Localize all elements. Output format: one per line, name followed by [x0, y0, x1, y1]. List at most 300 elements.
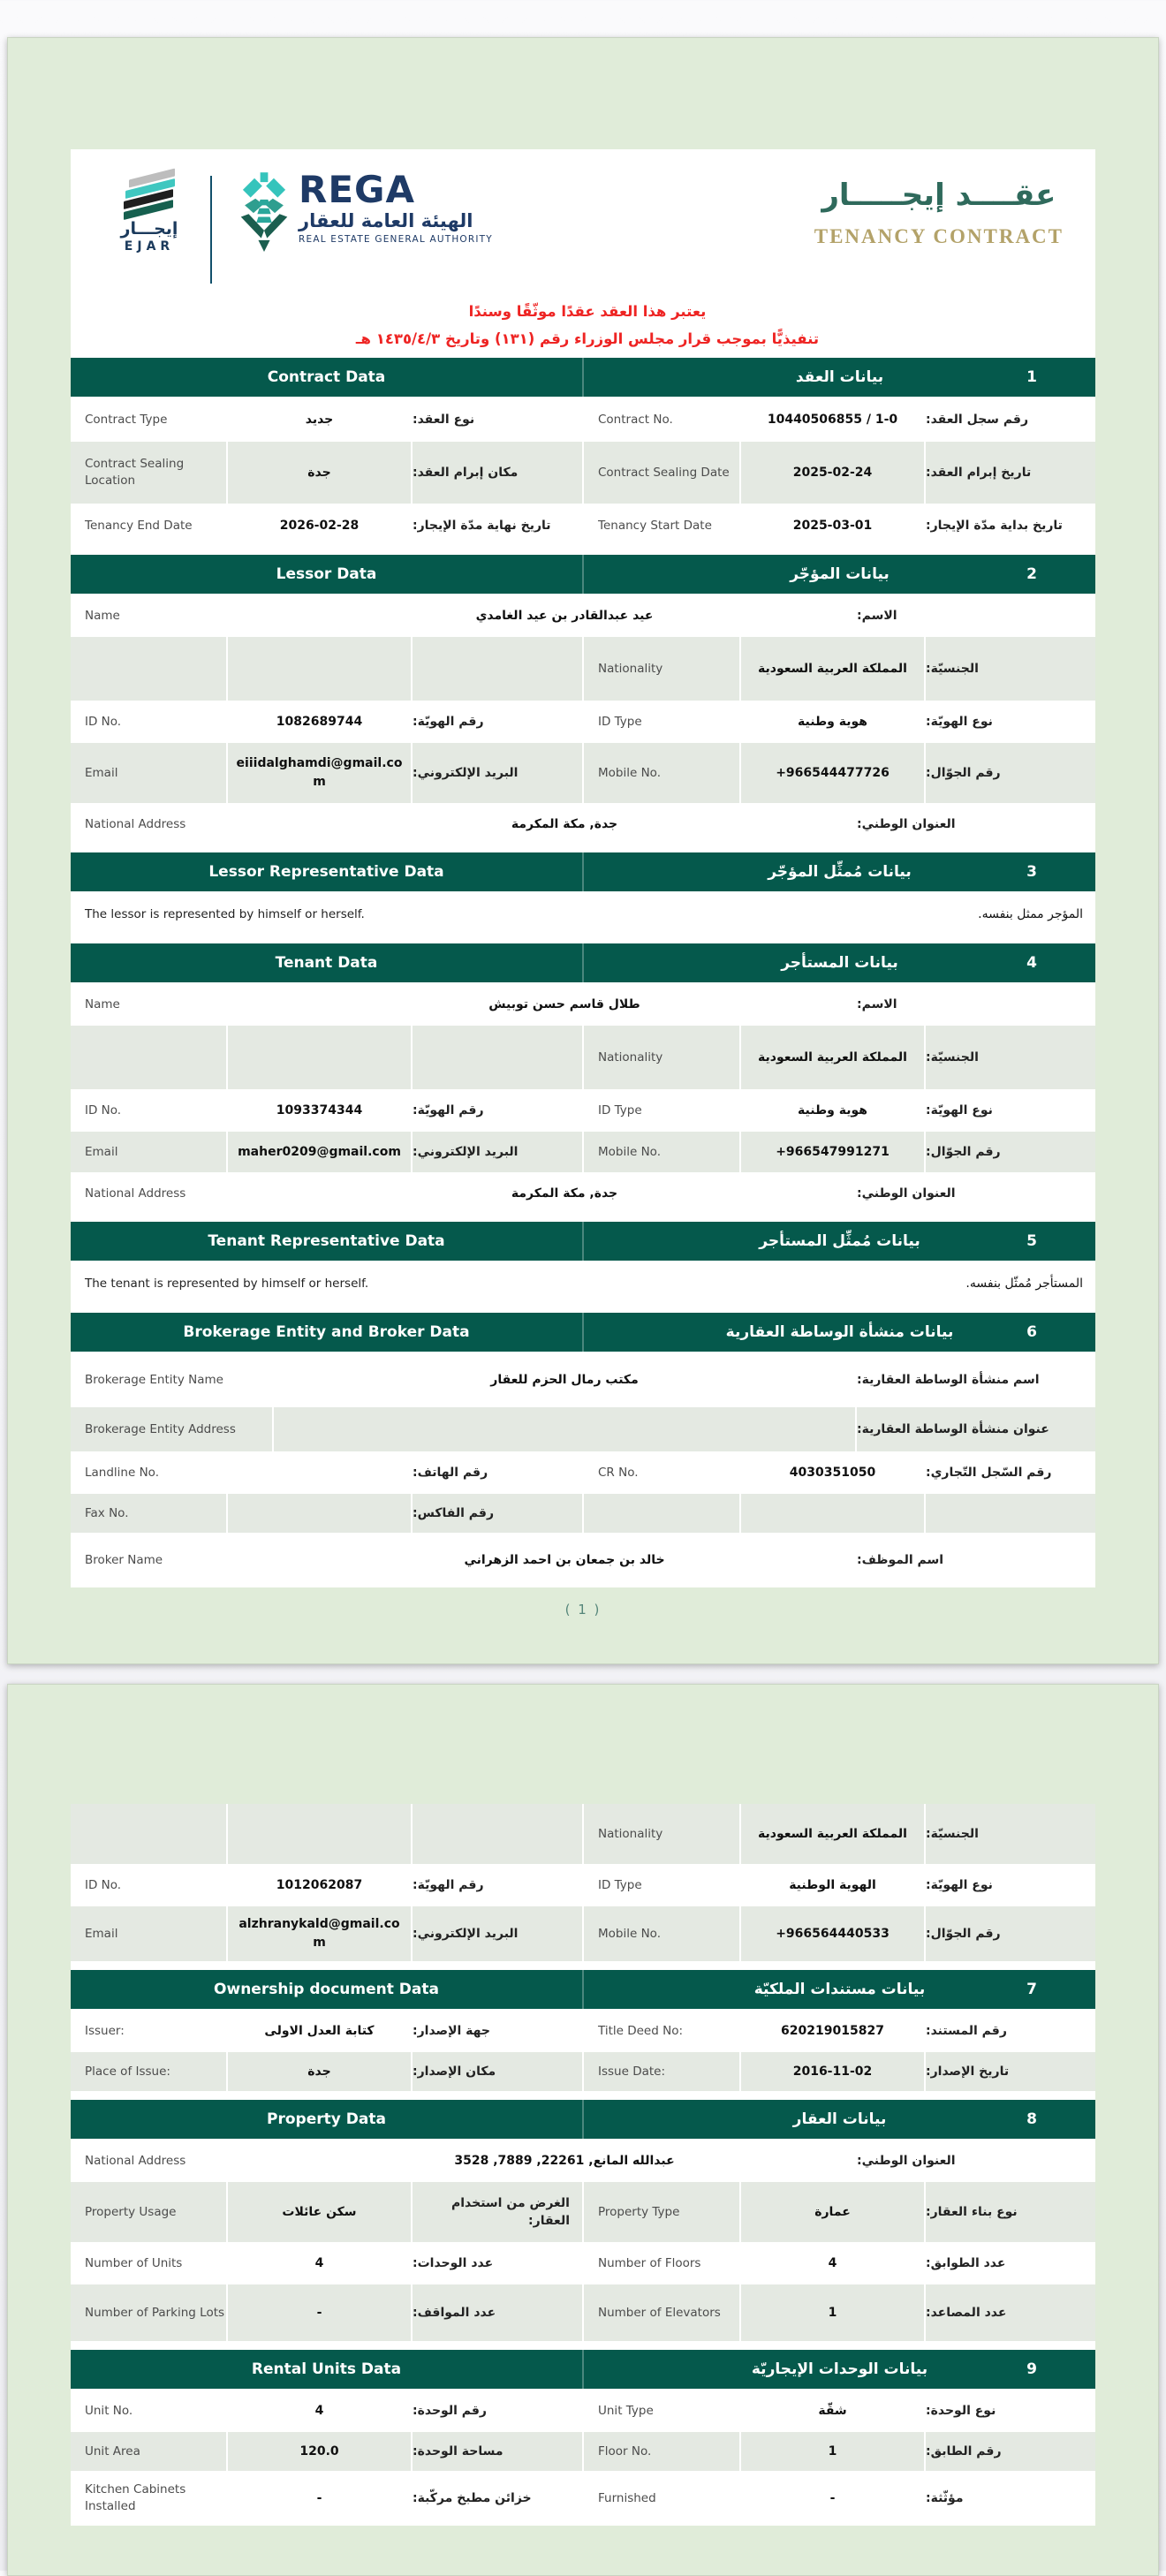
field-label-en: National Address: [71, 1174, 274, 1213]
row-english-half: [71, 1494, 582, 1533]
table-row: [71, 894, 1095, 936]
field-label-ar: رقم الجوّال:: [926, 743, 1095, 803]
field-value: alzhranykald@gmail.com: [228, 1906, 413, 1961]
field-value: 2026-02-28: [228, 505, 413, 546]
legal-notice-line2: تنفيذيًّا بموجب قرار مجلس الوزراء رقم (١٣١) وتاريخ ١٤٣٥/٤/٣ هـ: [355, 330, 820, 347]
row-english-half: [71, 2391, 582, 2430]
field-value: 2025-02-24: [741, 442, 926, 504]
table-row: [71, 1354, 1095, 1407]
field-label-en: Fax No.: [71, 1494, 228, 1533]
field-label-ar: مكان الإصدار:: [413, 2052, 582, 2091]
section-header-band: [71, 1222, 1095, 1261]
section-title-english: [71, 852, 582, 891]
field-value: -: [228, 2284, 413, 2341]
row-english-half: [71, 505, 582, 546]
row-arabic-half: [582, 2052, 1095, 2091]
field-label-en: Number of Units: [71, 2244, 228, 2283]
field-label-en: Nationality: [584, 637, 741, 701]
row-arabic-half: [582, 2182, 1095, 2242]
section-title-arabic: [582, 943, 1095, 982]
field-value: جدة: [228, 2052, 413, 2091]
field-value: 1082689744: [228, 702, 413, 741]
row-english-half: [71, 399, 582, 440]
section-title-ar-text: بيانات العقار: [792, 2110, 887, 2128]
table-row: [71, 1804, 1095, 1866]
field-label-ar: العنوان الوطني:: [857, 2141, 1095, 2180]
row-english-half: [71, 702, 582, 741]
section-title-english: [71, 358, 582, 397]
field-label-ar: العنوان الوطني:: [857, 805, 1095, 844]
table-row: [71, 743, 1095, 805]
section-title-ar-text: بيانات مُمثِّل المؤجّر: [768, 863, 912, 881]
section-title-english: [71, 943, 582, 982]
table-row: [71, 1453, 1095, 1494]
row-english-half: [71, 1804, 582, 1864]
section-number: 2: [1026, 565, 1037, 583]
section-title-en-text: Lessor Representative Data: [208, 863, 444, 881]
field-value: عيد عبدالقادر بن عيد الغامدي: [274, 596, 857, 635]
field-value: هوية وطنية: [741, 1091, 926, 1130]
field-label-ar: تاريخ إبرام العقد:: [926, 442, 1095, 504]
representation-note-ar: المستأجر مُمثّل بنفسه.: [965, 1263, 1095, 1304]
section-9: [71, 2350, 1095, 2526]
row-arabic-half: [582, 1132, 1095, 1172]
field-label-en: Name: [71, 985, 274, 1024]
field-label-en: National Address: [71, 805, 274, 844]
document-viewer: [0, 37, 1166, 2571]
field-label-ar: البريد الإلكتروني:: [413, 1132, 582, 1172]
ejar-logo-icon: [124, 174, 175, 214]
section-title-en-text: Lessor Data: [276, 565, 377, 583]
row-arabic-half: [582, 2473, 1095, 2524]
field-value: 4: [228, 2244, 413, 2283]
section-7: [71, 1970, 1095, 2093]
row-arabic-half: [582, 2244, 1095, 2283]
row-arabic-half: [582, 399, 1095, 440]
row-english-half: [71, 1453, 582, 1492]
row-english-half: [71, 2012, 582, 2050]
section-title-en-text: Tenant Data: [275, 954, 378, 972]
row-english-half: [71, 1132, 582, 1172]
field-value: جدة, مكة المكرمة: [274, 805, 857, 844]
table-row: [71, 2284, 1095, 2343]
field-label-en: Property Type: [584, 2182, 741, 2242]
field-value: جديد: [228, 399, 413, 440]
field-value: 4: [741, 2244, 926, 2283]
field-label-ar: نوع العقد:: [413, 399, 582, 440]
field-value: المملكة العربية السعودية: [741, 1026, 926, 1089]
table-row: [71, 1263, 1095, 1306]
field-value: [228, 1494, 413, 1533]
field-label-ar: [413, 1026, 582, 1089]
field-label-ar: رقم الهويّة:: [413, 702, 582, 741]
field-label-en: National Address: [71, 2141, 274, 2180]
section-title-ar-text: بيانات المؤجّر: [790, 565, 890, 583]
section-title-english: [71, 1222, 582, 1261]
field-label-en: Issuer:: [71, 2012, 228, 2050]
field-label-en: [584, 1494, 741, 1533]
section-number: 4: [1026, 954, 1037, 972]
field-label-ar: رقم سجل العقد:: [926, 399, 1095, 440]
section-number: 5: [1026, 1232, 1037, 1250]
field-value: طلال قاسم حسن توبيش: [274, 985, 857, 1024]
field-value: جدة: [228, 442, 413, 504]
row-arabic-half: [582, 2432, 1095, 2471]
page1-sections: [71, 358, 1095, 1587]
ejar-logo: [111, 170, 187, 254]
field-value: سكن عائلات: [228, 2182, 413, 2242]
field-label-en: Nationality: [584, 1026, 741, 1089]
field-label-en: Email: [71, 743, 228, 803]
field-label-en: Broker Name: [71, 1534, 274, 1586]
field-label-ar: خزائن مطبخ مركّبة:: [413, 2473, 582, 2524]
table-row: [71, 1174, 1095, 1215]
field-label-en: Contract Sealing Location: [71, 442, 228, 504]
section-title-en-text: Rental Units Data: [251, 2360, 402, 2378]
field-label-en: ID No.: [71, 1091, 228, 1130]
field-label-en: ID Type: [584, 702, 741, 741]
field-label-ar: رقم الجوّال:: [926, 1132, 1095, 1172]
row-english-half: [71, 2432, 582, 2471]
field-label-ar: الجنسيّة:: [926, 1804, 1095, 1864]
field-label-en: Unit Type: [584, 2391, 741, 2430]
table-row: [71, 2012, 1095, 2052]
table-row: [71, 1407, 1095, 1453]
table-row: [71, 2473, 1095, 2526]
table-row: [71, 2391, 1095, 2432]
row-english-half: [71, 2284, 582, 2341]
field-label-en: [71, 1804, 228, 1864]
section-8: [71, 2100, 1095, 2343]
field-label-ar: عدد الوحدات:: [413, 2244, 582, 2283]
section-title-arabic: [582, 1970, 1095, 2009]
table-row: [71, 596, 1095, 637]
legal-notice: [111, 298, 1064, 352]
section-title-arabic: [582, 852, 1095, 891]
field-value: عمارة: [741, 2182, 926, 2242]
section-3: [71, 852, 1095, 936]
section-title-english: [71, 2350, 582, 2389]
field-value: 1: [741, 2432, 926, 2471]
field-value: عبدالله المانع, 22261, 7889, 3528: [274, 2141, 857, 2180]
row-arabic-half: [582, 1091, 1095, 1130]
field-label-en: Nationality: [584, 1804, 741, 1864]
field-label-ar: اسم منشأة الوساطة العقارية:: [857, 1354, 1095, 1405]
field-label-ar: اسم الموظف:: [857, 1534, 1095, 1586]
field-label-ar: تاريخ الإصدار:: [926, 2052, 1095, 2091]
section-title-en-text: Tenant Representative Data: [208, 1232, 445, 1250]
row-arabic-half: [582, 637, 1095, 701]
field-label-ar: نوع الهويّة:: [926, 1866, 1095, 1905]
row-arabic-half: [582, 442, 1095, 504]
table-row: [71, 2244, 1095, 2284]
field-label-ar: رقم الهويّة:: [413, 1866, 582, 1905]
field-label-en: Mobile No.: [584, 1906, 741, 1961]
field-value: 1012062087: [228, 1866, 413, 1905]
field-label-en: Title Deed No:: [584, 2012, 741, 2050]
section-title-ar-text: بيانات مستندات الملكيّة: [753, 1981, 926, 1998]
row-english-half: [71, 2473, 582, 2524]
field-label-en: Number of Parking Lots: [71, 2284, 228, 2341]
field-value: كتابة العدل الاولى: [228, 2012, 413, 2050]
field-label-en: Mobile No.: [584, 743, 741, 803]
section-title-ar-text: بيانات العقد: [795, 368, 884, 386]
field-label-en: Tenancy Start Date: [584, 505, 741, 546]
field-value: +966547991271: [741, 1132, 926, 1172]
section-title-english: [71, 1970, 582, 2009]
field-label-en: [71, 1026, 228, 1089]
section-2: [71, 555, 1095, 845]
field-value: -: [228, 2473, 413, 2524]
field-label-en: Number of Elevators: [584, 2284, 741, 2341]
table-row: [71, 1866, 1095, 1906]
table-row: [71, 1132, 1095, 1174]
section-title-en-text: Property Data: [267, 2110, 386, 2128]
field-label-ar: رقم الوحدة:: [413, 2391, 582, 2430]
rega-wordmark: REGA: [299, 168, 416, 211]
section-header-band: [71, 2350, 1095, 2389]
page-number: ( 1 ): [564, 1602, 602, 1618]
section-title-ar-text: بيانات المستأجر: [781, 954, 898, 972]
field-label-ar: عنوان منشأة الوساطة العقارية:: [857, 1407, 1095, 1451]
field-value: هوية وطنية: [741, 702, 926, 741]
field-value: [228, 637, 413, 701]
field-label-en: Property Usage: [71, 2182, 228, 2242]
legal-notice-line1: يعتبر هذا العقد عقدًا موثّقًا وسندًا: [468, 303, 707, 320]
field-value: 4030351050: [741, 1453, 926, 1492]
ejar-logo-arabic: إيجـــار: [120, 219, 178, 239]
section-title-en-text: Brokerage Entity and Broker Data: [183, 1323, 470, 1341]
row-english-half: [71, 2244, 582, 2283]
table-row: [71, 1026, 1095, 1091]
table-row: [71, 1906, 1095, 1963]
field-label-en: Brokerage Entity Address: [71, 1407, 274, 1451]
field-label-en: Issue Date:: [584, 2052, 741, 2091]
table-row: [71, 637, 1095, 702]
field-label-ar: رقم الجوّال:: [926, 1906, 1095, 1961]
table-row: [71, 1494, 1095, 1534]
contract-title-english: TENANCY CONTRACT: [814, 225, 1064, 247]
row-english-half: [71, 1026, 582, 1089]
field-label-ar: رقم المستند:: [926, 2012, 1095, 2050]
field-value: [228, 1026, 413, 1089]
section-title-ar-text: بيانات مُمثِّل المستأجر: [759, 1232, 920, 1250]
field-label-ar: [413, 1804, 582, 1864]
contract-page-1: [7, 37, 1159, 1664]
field-label-ar: نوع الهويّة:: [926, 1091, 1095, 1130]
field-value: [274, 1407, 857, 1451]
table-row: [71, 985, 1095, 1026]
field-label-ar: رقم الطابق:: [926, 2432, 1095, 2471]
section-title-arabic: [582, 358, 1095, 397]
field-value: 1093374344: [228, 1091, 413, 1130]
section-header-band: [71, 1970, 1095, 2009]
logo-divider: [210, 176, 212, 284]
field-label-ar: عدد المواقف:: [413, 2284, 582, 2341]
table-row: [71, 2052, 1095, 2093]
section-number: 6: [1026, 1323, 1037, 1341]
section-5: [71, 1222, 1095, 1306]
row-english-half: [71, 637, 582, 701]
row-arabic-half: [582, 1804, 1095, 1864]
row-english-half: [71, 2052, 582, 2091]
field-value: [228, 1804, 413, 1864]
field-label-ar: الجنسيّة:: [926, 637, 1095, 701]
field-label-ar: مؤثّثة:: [926, 2473, 1095, 2524]
table-row: [71, 1534, 1095, 1587]
row-arabic-half: [582, 1026, 1095, 1089]
field-value: maher0209@gmail.com: [228, 1132, 413, 1172]
field-label-ar: رقم السّجل التّجاري:: [926, 1453, 1095, 1492]
field-label-ar: رقم الفاكس:: [413, 1494, 582, 1533]
section-number: 8: [1026, 2110, 1037, 2128]
field-value: الهوية الوطنية: [741, 1866, 926, 1905]
row-arabic-half: [582, 1866, 1095, 1905]
field-label-en: Unit No.: [71, 2391, 228, 2430]
page2-sections: [71, 1804, 1095, 2526]
field-label-ar: مساحة الوحدة:: [413, 2432, 582, 2471]
section-6: [71, 1313, 1095, 1587]
section-title-arabic: [582, 2350, 1095, 2389]
section-title-ar-text: بيانات الوحدات الإيجاريّة: [751, 2360, 928, 2378]
field-value: مكتب رمال الحزم للعقار: [274, 1354, 857, 1405]
field-label-ar: [926, 1494, 1095, 1533]
row-arabic-half: [582, 1494, 1095, 1533]
representation-note-ar: المؤجر ممثل بنفسه.: [978, 894, 1095, 935]
field-label-en: Brokerage Entity Name: [71, 1354, 274, 1405]
row-arabic-half: [582, 505, 1095, 546]
section-header-band: [71, 943, 1095, 982]
row-arabic-half: [582, 702, 1095, 741]
section-header-band: [71, 852, 1095, 891]
field-label-en: Tenancy End Date: [71, 505, 228, 546]
field-value: شقّة: [741, 2391, 926, 2430]
field-label-ar: عدد المصاعد:: [926, 2284, 1095, 2341]
field-value: 4: [228, 2391, 413, 2430]
field-label-en: Email: [71, 1906, 228, 1961]
field-label-ar: الجنسيّة:: [926, 1026, 1095, 1089]
field-value: +966544477726: [741, 743, 926, 803]
table-row: [71, 2141, 1095, 2182]
field-label-ar: نوع الوحدة:: [926, 2391, 1095, 2430]
row-arabic-half: [582, 2012, 1095, 2050]
field-label-ar: عدد الطوابق:: [926, 2244, 1095, 2283]
row-arabic-half: [582, 2284, 1095, 2341]
section-title-en-text: Contract Data: [267, 368, 386, 386]
table-row: [71, 1091, 1095, 1132]
section-number: 7: [1026, 1981, 1037, 1998]
field-label-en: Name: [71, 596, 274, 635]
section-number: 1: [1026, 368, 1037, 386]
table-row: [71, 2182, 1095, 2244]
field-label-ar: البريد الإلكتروني:: [413, 743, 582, 803]
field-label-ar: نوع الهويّة:: [926, 702, 1095, 741]
section-header-band: [71, 2100, 1095, 2139]
section-4: [71, 943, 1095, 1215]
field-label-en: CR No.: [584, 1453, 741, 1492]
row-english-half: [71, 1866, 582, 1905]
contract-title-arabic: عقــــد إيجـــــار: [822, 178, 1056, 213]
field-label-en: Furnished: [584, 2473, 741, 2524]
section-header-band: [71, 555, 1095, 594]
section-title-arabic: [582, 1313, 1095, 1352]
row-arabic-half: [582, 743, 1095, 803]
section-title-english: [71, 1313, 582, 1352]
field-label-en: Contract No.: [584, 399, 741, 440]
row-arabic-half: [582, 1453, 1095, 1492]
ejar-logo-latin: EJAR: [124, 239, 175, 254]
field-label-ar: رقم الهويّة:: [413, 1091, 582, 1130]
contract-page-2: [7, 1684, 1159, 2576]
field-label-en: ID No.: [71, 1866, 228, 1905]
field-value: 2025-03-01: [741, 505, 926, 546]
field-label-en: ID Type: [584, 1866, 741, 1905]
rega-palm-icon: [235, 170, 293, 266]
representation-note-en: The tenant is represented by himself or herself.: [71, 1263, 965, 1304]
section-title-english: [71, 2100, 582, 2139]
row-arabic-half: [582, 1906, 1095, 1961]
rega-latin-name: REAL ESTATE GENERAL AUTHORITY: [299, 234, 493, 245]
table-row: [71, 442, 1095, 505]
table-row: [71, 2432, 1095, 2473]
field-label-en: [71, 637, 228, 701]
section-title-ar-text: بيانات منشأة الوساطة العقارية: [725, 1323, 954, 1341]
field-value: -: [741, 2473, 926, 2524]
field-label-ar: تاريخ نهاية مدّة الإيجار:: [413, 505, 582, 546]
field-label-ar: رقم الهاتف:: [413, 1453, 582, 1492]
section-number: 3: [1026, 863, 1037, 881]
row-english-half: [71, 1091, 582, 1130]
field-value: 120.0: [228, 2432, 413, 2471]
section-title-arabic: [582, 555, 1095, 594]
field-label-ar: البريد الإلكتروني:: [413, 1906, 582, 1961]
section-title-english: [71, 555, 582, 594]
field-label-en: Number of Floors: [584, 2244, 741, 2283]
row-arabic-half: [582, 2391, 1095, 2430]
field-value: 620219015827: [741, 2012, 926, 2050]
row-english-half: [71, 743, 582, 803]
field-value: +966564440533: [741, 1906, 926, 1961]
field-label-en: Email: [71, 1132, 228, 1172]
field-label-ar: الاسم:: [857, 596, 1095, 635]
field-label-en: Unit Area: [71, 2432, 228, 2471]
field-label-ar: مكان إبرام العقد:: [413, 442, 582, 504]
field-value: [741, 1494, 926, 1533]
field-value: المملكة العربية السعودية: [741, 637, 926, 701]
table-row: [71, 505, 1095, 548]
representation-note-en: The lessor is represented by himself or herself.: [71, 894, 978, 935]
field-value: المملكة العربية السعودية: [741, 1804, 926, 1864]
row-english-half: [71, 442, 582, 504]
table-row: [71, 805, 1095, 845]
section-title-arabic: [582, 2100, 1095, 2139]
section-number: 9: [1026, 2360, 1037, 2378]
section-title-arabic: [582, 1222, 1095, 1261]
document-header: [71, 149, 1095, 358]
row-english-half: [71, 1906, 582, 1961]
field-value: خالد بن جمعان بن احمد الزهراني: [274, 1534, 857, 1586]
field-value: 2016-11-02: [741, 2052, 926, 2091]
section-title-en-text: Ownership document Data: [214, 1981, 439, 1998]
field-value: 10440506855 / 1-0: [741, 399, 926, 440]
section-1: [71, 358, 1095, 548]
field-label-en: Kitchen Cabinets Installed: [71, 2473, 228, 2524]
field-label-en: Mobile No.: [584, 1132, 741, 1172]
field-label-ar: [413, 637, 582, 701]
field-label-ar: نوع بناء العقار:: [926, 2182, 1095, 2242]
section-continued: [71, 1804, 1095, 1963]
field-value: eiiidalghamdi@gmail.com: [228, 743, 413, 803]
